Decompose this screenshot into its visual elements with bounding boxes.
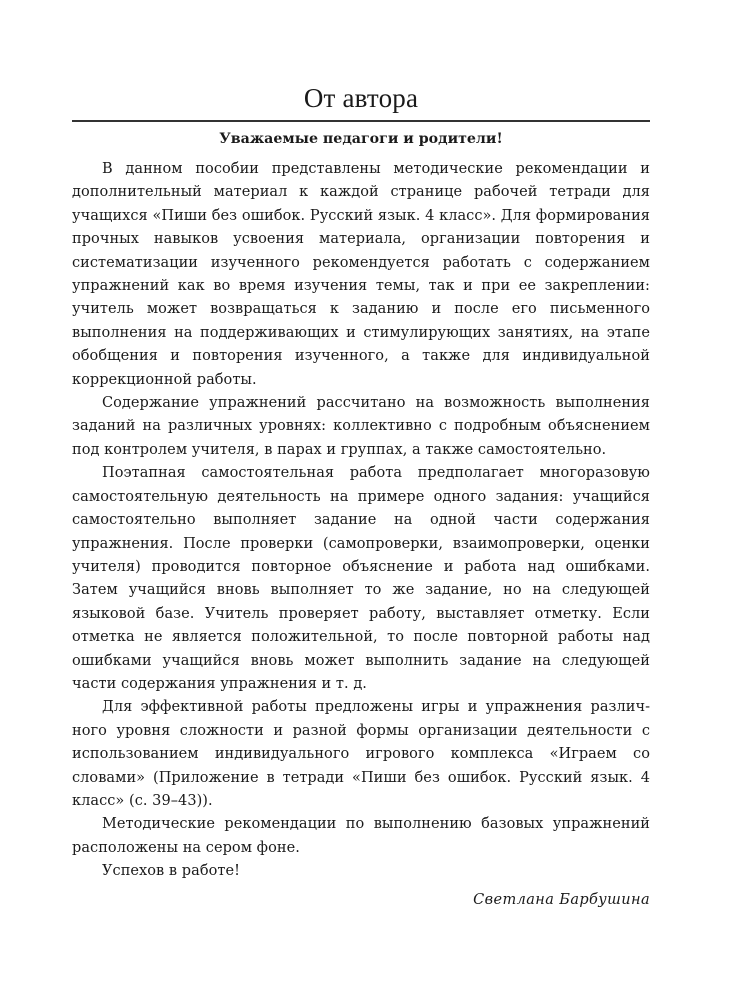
paragraph: Успехов в работе! (102, 863, 240, 880)
paragraph: В данном пособии представлены методические рекомендации и дополнительный материал к каждой странице рабочей тетради для учащихся «Пиши без ошибок. Русский язык. 4 класс». Для формирования прочных навыков усвоения материала, организации повторения и систематизации изученного рекомендуется работать с содержанием упражнений как во время изучения темы, так и при ее закреплении: учитель может возвращаться к заданию и после его письменного выполнения на поддерживающих и стимулирующих занятиях, на этапе обобщения и повторения изученного, а также для индивидуальной коррекционной работы. (72, 161, 650, 388)
paragraph: Методические рекомендации по выполнению базовых упражнений расположены на сером фоне. (72, 816, 650, 856)
paragraph: Содержание упражнений рассчитано на возможность выполнения заданий на различных уровнях: коллективно с подробным объяснением под контролем учителя, в парах и группах, а также самостоятельно. (72, 395, 650, 458)
page-title: От автора (303, 83, 419, 113)
paragraph: Поэтапная самостоятельная работа предполагает многоразовую самостоятельную деятельность на примере одного задания: учащийся самостоятельно выполняет задание на одной части содержания упражнения. После проверки (самопроверки, взаимопроверки, оценки учителя) проводится повторное объяснение и работа над ошибками. Затем учащийся вновь выполняет то же задание, но на следующей языковой базе. Учитель проверяет работу, выставляет отметку. Если отметка не является положительной, то после повторной работы над ошибками учащийся вновь может выполнить задание на следующей части содержания упражнения и т. д. (72, 465, 650, 692)
document-page (72, 78, 650, 912)
body-text (72, 158, 650, 884)
author-signature: Светлана Барбушина (473, 891, 650, 908)
title-divider (72, 120, 650, 122)
salutation: Уважаемые педагоги и родители! (219, 131, 503, 147)
paragraph: Для эффективной работы предложены игры и упражнения различного уровня сложности и разной формы организации деятельности с использованием индивидуального игрового комплекса «Играем со словами» (Приложение в тетради «Пиши без ошибок. Русский язык. 4 класс» (с. 39–43)). (72, 699, 650, 809)
